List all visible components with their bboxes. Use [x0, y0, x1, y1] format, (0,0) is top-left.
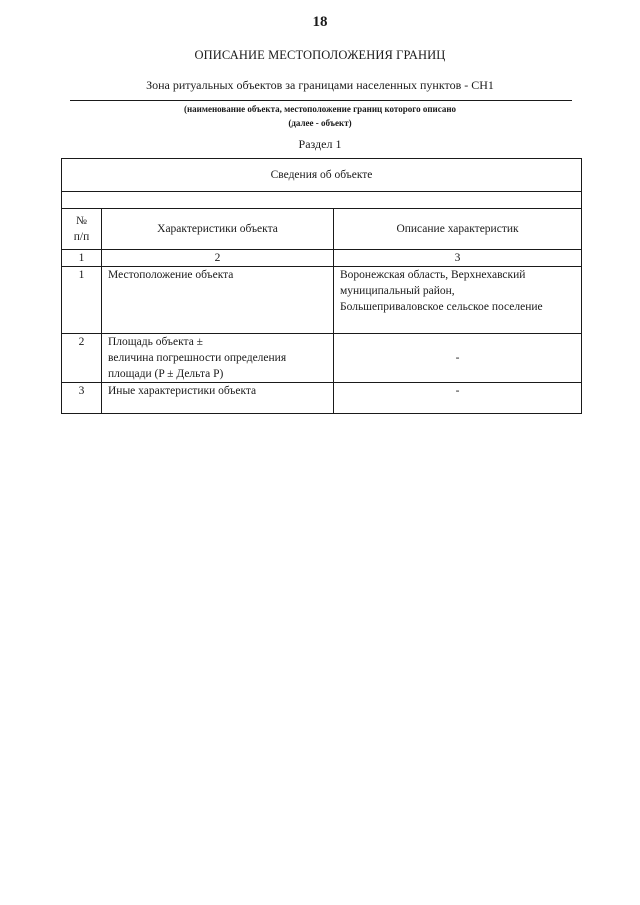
table-spacer-row	[62, 192, 582, 209]
table-spacer-cell	[62, 192, 582, 209]
header-characteristic: Характеристики объекта	[102, 209, 334, 250]
underline-rule	[70, 100, 572, 101]
table-row	[62, 267, 582, 334]
row-characteristic: Иные характеристики объекта	[102, 383, 334, 414]
row-characteristic: Местоположение объекта	[102, 267, 334, 334]
row-description: Воронежская область, Верхнехавский муниципальный район, Большеприваловское сельское поселение	[334, 267, 582, 334]
object-name-note: (наименование объекта, местоположение границ которого описано	[183, 104, 457, 114]
row-description: -	[334, 383, 582, 414]
row-number: 2	[62, 334, 102, 383]
column-number: 2	[102, 250, 334, 267]
table-caption-row	[62, 159, 582, 192]
document-title: ОПИСАНИЕ МЕСТОПОЛОЖЕНИЯ ГРАНИЦ	[194, 48, 446, 62]
header-number: № п/п	[62, 209, 102, 250]
section-label: Раздел 1	[298, 137, 342, 151]
row-number: 1	[62, 267, 102, 334]
table-row	[62, 334, 582, 383]
row-description: -	[334, 334, 582, 383]
row-number: 3	[62, 383, 102, 414]
table-header-row	[62, 209, 582, 250]
row-characteristic: Площадь объекта ± величина погрешности определения площади (P ± Дельта P)	[102, 334, 334, 383]
page-number: 18	[312, 14, 328, 30]
header-description: Описание характеристик	[334, 209, 582, 250]
object-info-table	[61, 158, 582, 414]
object-name: Зона ритуальных объектов за границами населенных пунктов - СН1	[146, 78, 494, 92]
column-number: 1	[62, 250, 102, 267]
table-caption: Сведения об объекте	[62, 159, 582, 192]
table-row	[62, 383, 582, 414]
column-number-row	[62, 250, 582, 267]
column-number: 3	[334, 250, 582, 267]
object-name-note-continued: (далее - объект)	[288, 118, 352, 128]
